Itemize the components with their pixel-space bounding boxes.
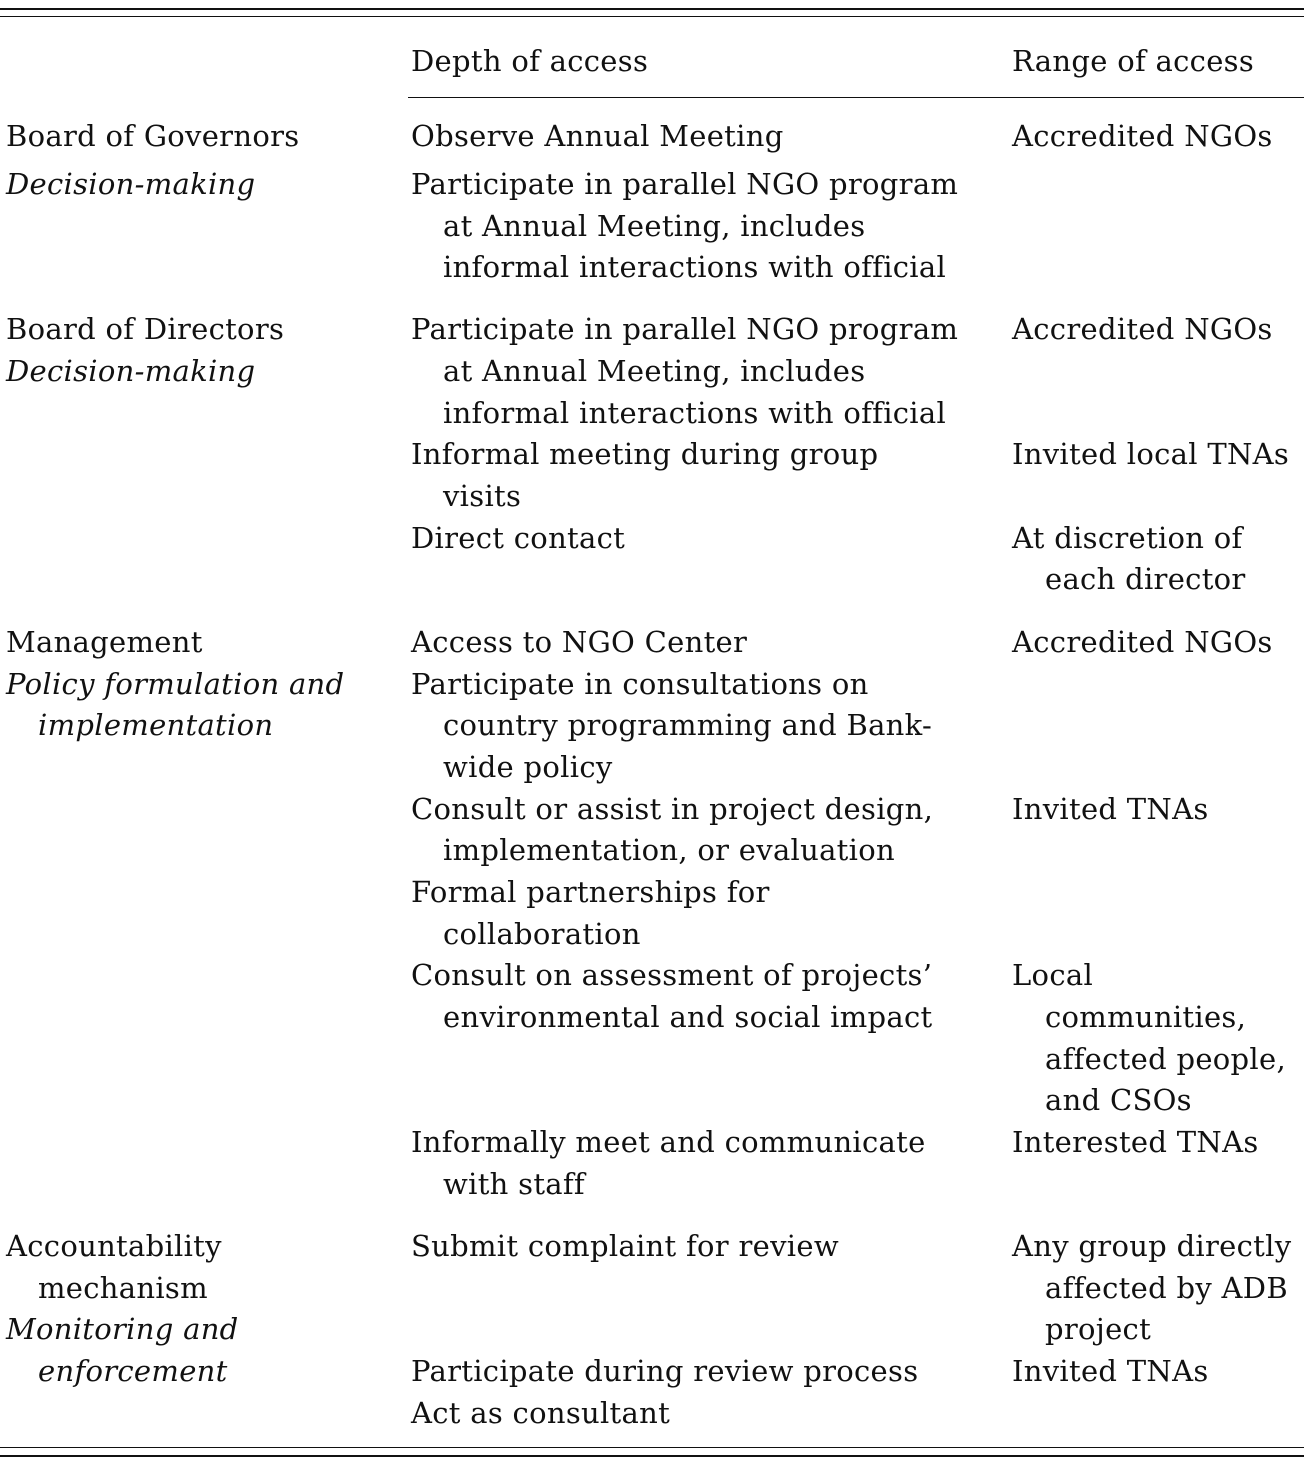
range-item: At discretion of (1012, 521, 1243, 555)
row-role-continuation: enforcement (38, 1354, 228, 1388)
range-item-continuation: and CSOs (1045, 1083, 1192, 1117)
range-item-continuation: affected people, (1045, 1042, 1286, 1076)
header-depth-of-access: Depth of access (411, 44, 649, 78)
range-item-continuation: each director (1045, 562, 1246, 596)
depth-item: Direct contact (411, 521, 626, 555)
top-rule-inner (0, 16, 1304, 17)
depth-item-continuation: wide policy (443, 750, 613, 784)
depth-item-continuation: informal interactions with official (443, 396, 947, 430)
depth-item: Consult or assist in project design, (411, 792, 934, 826)
row-label: Management (6, 625, 203, 659)
depth-item: Participate in parallel NGO program (411, 167, 959, 201)
depth-item-continuation: with staff (443, 1167, 585, 1201)
range-item-continuation: project (1045, 1312, 1152, 1346)
row-role: Monitoring and (6, 1312, 239, 1346)
row-label: Board of Governors (6, 119, 300, 153)
header-rule (408, 97, 1304, 98)
range-item: Invited TNAs (1012, 792, 1209, 826)
header-range-of-access: Range of access (1012, 44, 1255, 78)
row-label: Accountability (6, 1229, 222, 1263)
depth-item-continuation: at Annual Meeting, includes (443, 354, 866, 388)
range-item: Interested TNAs (1012, 1125, 1259, 1159)
depth-item-continuation: collaboration (443, 917, 641, 951)
depth-item-continuation: environmental and social impact (443, 1000, 933, 1034)
range-item: Local (1012, 958, 1094, 992)
row-role: Policy formulation and (6, 667, 345, 701)
depth-item-continuation: informal interactions with official (443, 250, 947, 284)
range-item: Accredited NGOs (1012, 625, 1273, 659)
range-item-continuation: communities, (1045, 1000, 1247, 1034)
depth-item-continuation: at Annual Meeting, includes (443, 209, 866, 243)
row-role: Decision-making (6, 167, 256, 201)
depth-item: Participate during review process (411, 1354, 919, 1388)
row-role: Decision-making (6, 354, 256, 388)
range-item: Accredited NGOs (1012, 312, 1273, 346)
top-rule-outer (0, 8, 1304, 10)
depth-item-continuation: country programming and Bank- (443, 708, 933, 742)
range-item: Any group directly (1012, 1229, 1292, 1263)
depth-item: Observe Annual Meeting (411, 119, 784, 153)
depth-item: Informally meet and communicate (411, 1125, 926, 1159)
row-label-continuation: mechanism (38, 1271, 208, 1305)
range-item: Invited TNAs (1012, 1354, 1209, 1388)
range-item: Accredited NGOs (1012, 119, 1273, 153)
range-item-continuation: affected by ADB (1045, 1271, 1288, 1305)
row-label: Board of Directors (6, 312, 285, 346)
depth-item: Participate in parallel NGO program (411, 312, 959, 346)
row-role-continuation: implementation (38, 708, 274, 742)
depth-item: Access to NGO Center (411, 625, 748, 659)
range-item: Invited local TNAs (1012, 437, 1290, 471)
depth-item: Informal meeting during group (411, 437, 879, 471)
depth-item: Act as consultant (411, 1396, 671, 1430)
depth-item: Participate in consultations on (411, 667, 869, 701)
depth-item: Consult on assessment of projects’ (411, 958, 933, 992)
depth-item: Submit complaint for review (411, 1229, 839, 1263)
bottom-rule-outer (0, 1455, 1304, 1457)
depth-item-continuation: visits (443, 479, 522, 513)
bottom-rule-inner (0, 1447, 1304, 1448)
depth-item: Formal partnerships for (411, 875, 770, 909)
depth-item-continuation: implementation, or evaluation (443, 833, 895, 867)
